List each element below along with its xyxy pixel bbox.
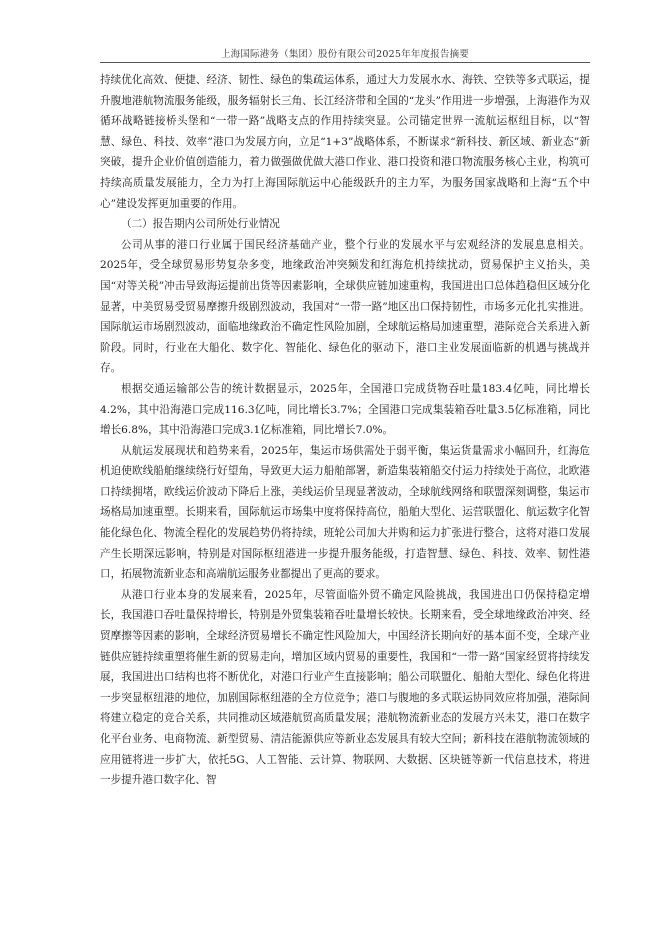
paragraph-strategy: 持续优化高效、便捷、经济、韧性、绿色的集疏运体系，通过大力发展水水、海铁、空铁等多式联运，提升腹地港航物流服务能级，服务辐射长三角、长江经济带和全国的“龙头”作用进一步增强，上海港作为双循环战略链接桥头堡和“一带一路”战略支点的作用持续突显。公司锚定世界一流航运枢纽目标，以“智慧、绿色、科技、效率”港口为发展方向，立足“1+3”战略体系，不断谋求“新科技、新区域、新业态”新突破，提升企业价值创造能力，着力做强做优做大港口作业、港口投资和港口物流服务核心主业，构筑可持续高质量发展能力，全力为打上海国际航运中心能级跃升的主力军，为服务国家战略和上海“五个中心”建设发挥更加重要的作用。 xyxy=(100,74,590,210)
page-header: 上海国际港务（集团）股份有限公司2025年年度报告摘要 xyxy=(220,49,470,60)
section-heading-industry: （二）报告期内公司所处行业情况 xyxy=(121,218,280,231)
paragraph-shipping-trends: 从航运发展现状和趋势来看，2025年，集运市场供需处于弱平衡，集运货量需求小幅回升，红海危机迫使欧线船舶继续绕行好望角，导致更大运力船舶部署，新造集装箱船交付运力持续处于高位，北欧港口持续拥堵，欧线运价波动下降后上涨，美线运价呈现显著波动，全球航线网络和联盟深刻调整，集运市场格局加速重塑。长期来看，国际航运市场集中度将保持高位，船舶大型化、运营联盟化、航运数字化智能化绿色化、物流全程化的发展趋势仍将持续，班轮公司加大并购和运力扩张进行整合，这将对港口发展产生长期深远影响，特别是对国际枢纽港进一步提升服务能级，打造智慧、绿色、科技、效率、韧性港口，拓展物流新业态和高端航运服务业都提出了更高的要求。 xyxy=(100,444,590,581)
paragraph-statistics: 根据交通运输部公告的统计数据显示，2025年，全国港口完成货物吞吐量183.4亿吨，同比增长4.2%，其中沿海港口完成116.3亿吨，同比增长3.7%；全国港口完成集装箱吞吐量3.5亿标准箱，同比增长6.8%，其中沿海港口完成3.1亿标准箱，同比增长7.0%。 xyxy=(100,382,590,437)
header-divider xyxy=(100,62,590,63)
paragraph-port-development: 从港口行业本身的发展来看，2025年，尽管面临外贸不确定风险挑战，我国进出口仍保持稳定增长，我国港口吞吐量保持增长，特别是外贸集装箱吞吐量增长较快。长期来看，受全球地缘政治冲突、经贸摩擦等因素的影响，全球经济贸易增长不确定性风险加大，中国经济长期向好的基本面不变，全球产业链供应链持续重塑将催生新的贸易走向，增加区域内贸易的重要性，我国和“一带一路”国家经贸将持续发展，我国进出口结构也将不断优化，对港口行业产生直接影响；船公司联盟化、船舶大型化、绿色化将进一步突显枢纽港的地位，加剧国际枢纽港的全方位竞争；港口与腹地的多式联运协同效应将加强，港际间将建立稳定的竞合关系，共同推动区域港航贸高质量发展；港航物流新业态的发展方兴未艾，港口在数字化平台业务、电商物流、新型贸易、清洁能源供应等新业态发展具有较大空间；新科技在港航物流领域的应用链将进一步扩大，依托5G、人工智能、云计算、物联网、大数据、区块链等新一代信息技术，将进一步提升港口数字化、智 xyxy=(100,588,590,787)
paragraph-industry-overview: 公司从事的港口行业属于国民经济基础产业，整个行业的发展水平与宏观经济的发展息息相关。2025年，受全球贸易形势复杂多变，地缘政治冲突频发和红海危机持续扰动，贸易保护主义抬头，美国“对等关税”冲击导致海运提前出货等因素影响，全球供应链加速重构，我国进出口总体趋稳但区域分化显著，中美贸易受贸易摩擦升级剧烈波动，我国对“一带一路”地区出口保持韧性，市场多元化扎实推进。国际航运市场剧烈波动，面临地缘政治不确定性风险加剧，全球航运格局加速重塑，港际竞合关系进入新阶段。同时，行业在大船化、数字化、智能化、绿色化的驱动下，港口主业发展面临新的机遇与挑战并存。 xyxy=(100,238,590,375)
report-body xyxy=(100,70,590,791)
